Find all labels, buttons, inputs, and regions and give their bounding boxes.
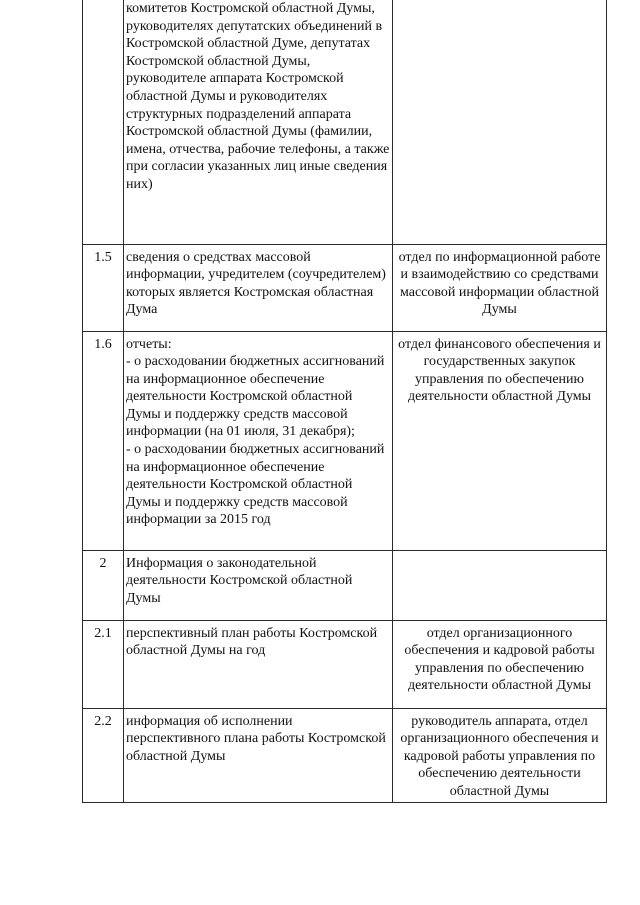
information-cell: отчеты: - о расходовании бюджетных ассигнований на информационное обеспечение деятельности Костромской областной Думы и поддержку средств массовой информации (на 01 июля, 31 декабря); - о расходовании бюджетных ассигнований на информационное обеспечение деятельности Костромской областной Думы и поддержку средств массовой информации за 2015 год — [124, 331, 393, 550]
table-row — [83, 620, 607, 708]
responsible-cell — [393, 550, 607, 620]
responsible-cell: отдел финансового обеспечения и государственных закупок управления по обеспечению деятельности областной Думы — [393, 331, 607, 550]
table-row — [83, 550, 607, 620]
responsible-cell: руководитель аппарата, отдел организационного обеспечения и кадровой работы управления по обеспечению деятельности областной Думы — [393, 708, 607, 803]
row-number-cell — [83, 0, 124, 244]
row-number-cell: 2.2 — [83, 708, 124, 803]
information-cell: комитетов Костромской областной Думы, руководителях депутатских объединений в Костромской областной Думе, депутатах Костромской областной Думы, руководителе аппарата Костромской областной Думы и руководителях структурных подразделений аппарата Костромской областной Думы (фамилии, имена, отчества, рабочие телефоны, а также при согласии указанных лиц иные сведения них) — [124, 0, 393, 244]
row-number-cell: 2 — [83, 550, 124, 620]
table-row — [83, 244, 607, 331]
responsible-cell: отдел организационного обеспечения и кадровой работы управления по обеспечению деятельности областной Думы — [393, 620, 607, 708]
table-row — [83, 708, 607, 803]
row-number-cell: 2.1 — [83, 620, 124, 708]
information-table — [82, 0, 607, 803]
information-cell: сведения о средствах массовой информации, учредителем (соучредителем) которых является Костромская областная Дума — [124, 244, 393, 331]
table-row — [83, 0, 607, 244]
row-number-cell: 1.6 — [83, 331, 124, 550]
information-cell: перспективный план работы Костромской областной Думы на год — [124, 620, 393, 708]
row-number-cell: 1.5 — [83, 244, 124, 331]
information-cell: Информация о законодательной деятельности Костромской областной Думы — [124, 550, 393, 620]
responsible-cell — [393, 0, 607, 244]
information-cell: информация об исполнении перспективного плана работы Костромской областной Думы — [124, 708, 393, 803]
table-row — [83, 331, 607, 550]
responsible-cell: отдел по информационной работе и взаимодействию со средствами массовой информации областной Думы — [393, 244, 607, 331]
